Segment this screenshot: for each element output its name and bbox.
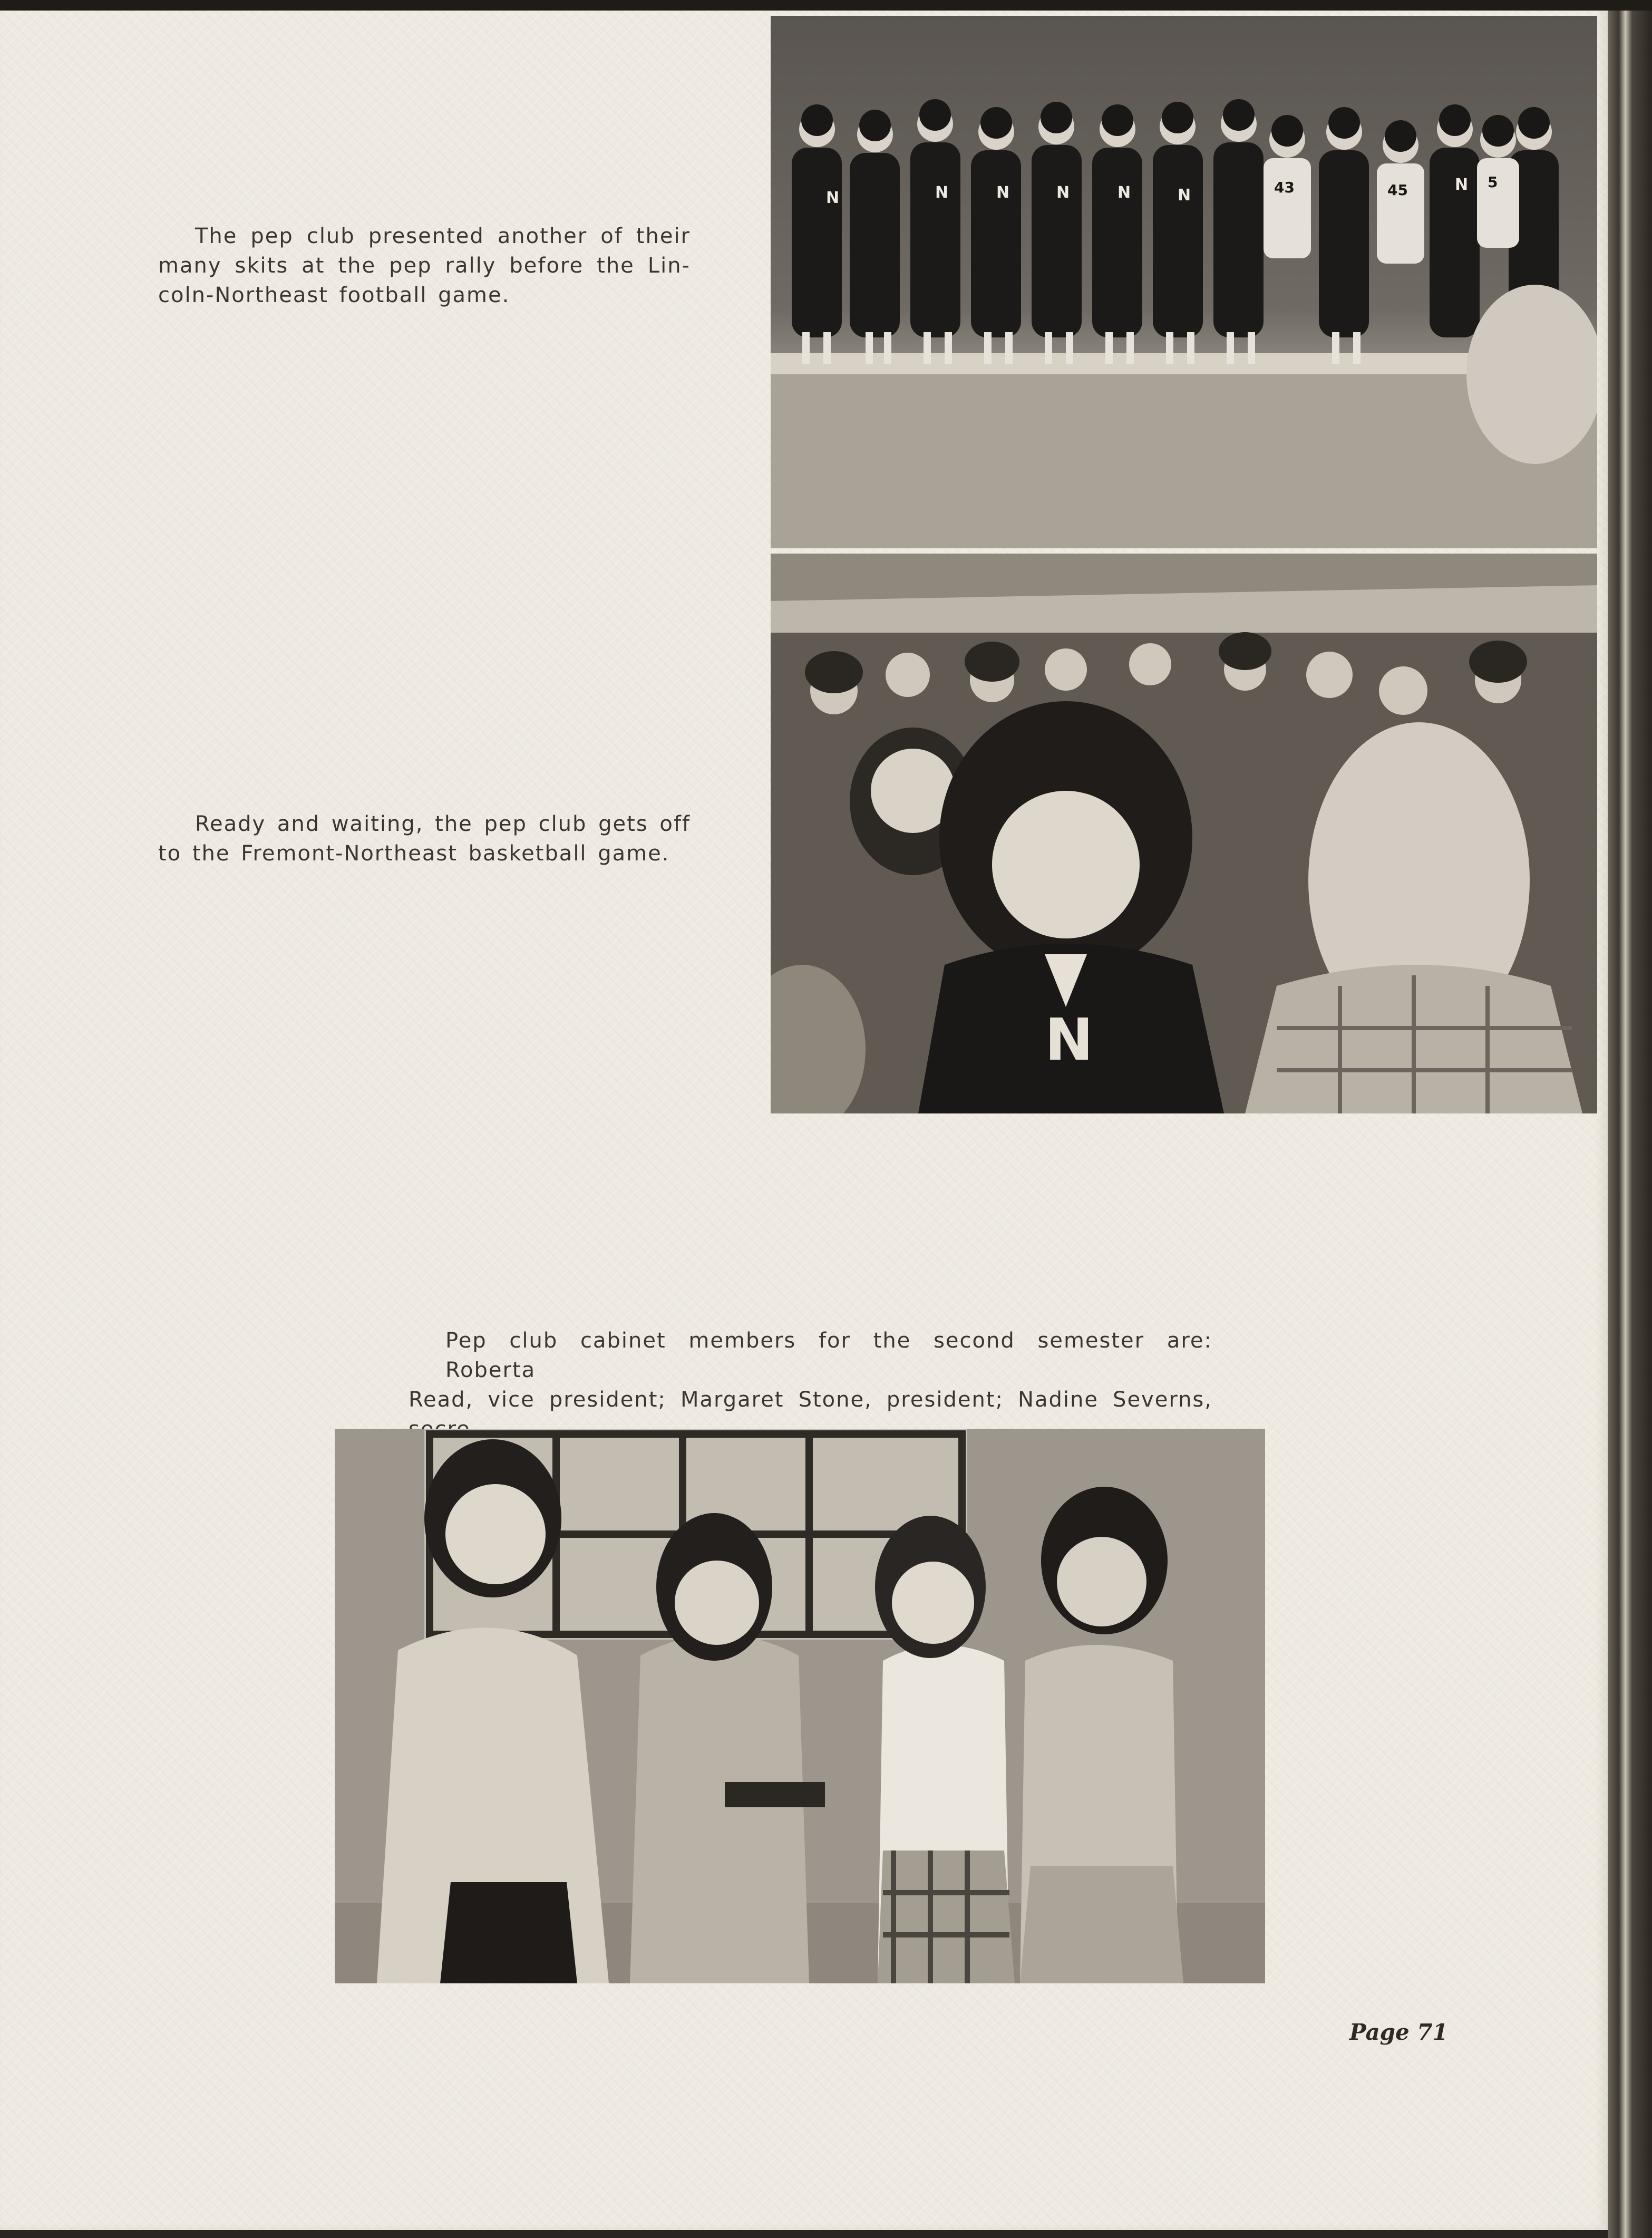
photo-pep-rally-skit-image bbox=[771, 16, 1597, 548]
jersey-number: 5 bbox=[1488, 173, 1498, 191]
jersey-letter: N bbox=[826, 189, 840, 207]
photo-cabinet-members bbox=[335, 1429, 1265, 1983]
photo-cabinet-members-image bbox=[335, 1429, 1265, 1983]
caption-line: Pep club cabinet members for the second semester are: Roberta bbox=[445, 1329, 1212, 1382]
caption-bus-trip bbox=[158, 809, 691, 868]
jersey-number: 43 bbox=[1274, 179, 1295, 196]
book-binding bbox=[1608, 0, 1652, 2238]
jersey-number: 45 bbox=[1387, 181, 1408, 199]
caption-line: to the Fremont-Northeast basketball game. bbox=[158, 841, 670, 866]
photo-pep-rally-skit bbox=[771, 16, 1597, 548]
jersey-letter: N bbox=[1455, 176, 1469, 194]
jersey-letter: N bbox=[935, 183, 949, 202]
jersey-letter: N bbox=[1178, 186, 1191, 205]
jersey-letter: N bbox=[1056, 183, 1070, 202]
photo-bus-trip bbox=[771, 554, 1597, 1113]
jersey-letter: N bbox=[1117, 183, 1131, 202]
jersey-letter: N bbox=[996, 183, 1010, 202]
caption-pep-rally-skit bbox=[158, 221, 691, 310]
caption-line: Read, vice president; Margaret Stone, president; Nadine Severns, bbox=[409, 1388, 1212, 1412]
page-top-edge bbox=[0, 0, 1652, 11]
caption-line: many skits at the pep rally before the Lin- bbox=[158, 254, 691, 278]
caption-line: The pep club presented another of their bbox=[195, 224, 691, 248]
caption-line: Ready and waiting, the pep club gets off bbox=[195, 812, 691, 836]
page-number: Page 71 bbox=[1349, 2019, 1448, 2045]
photo-bus-trip-image bbox=[771, 554, 1597, 1113]
caption-line: coln-Northeast football game. bbox=[158, 283, 510, 307]
sweater-letter: N bbox=[1045, 1006, 1094, 1073]
